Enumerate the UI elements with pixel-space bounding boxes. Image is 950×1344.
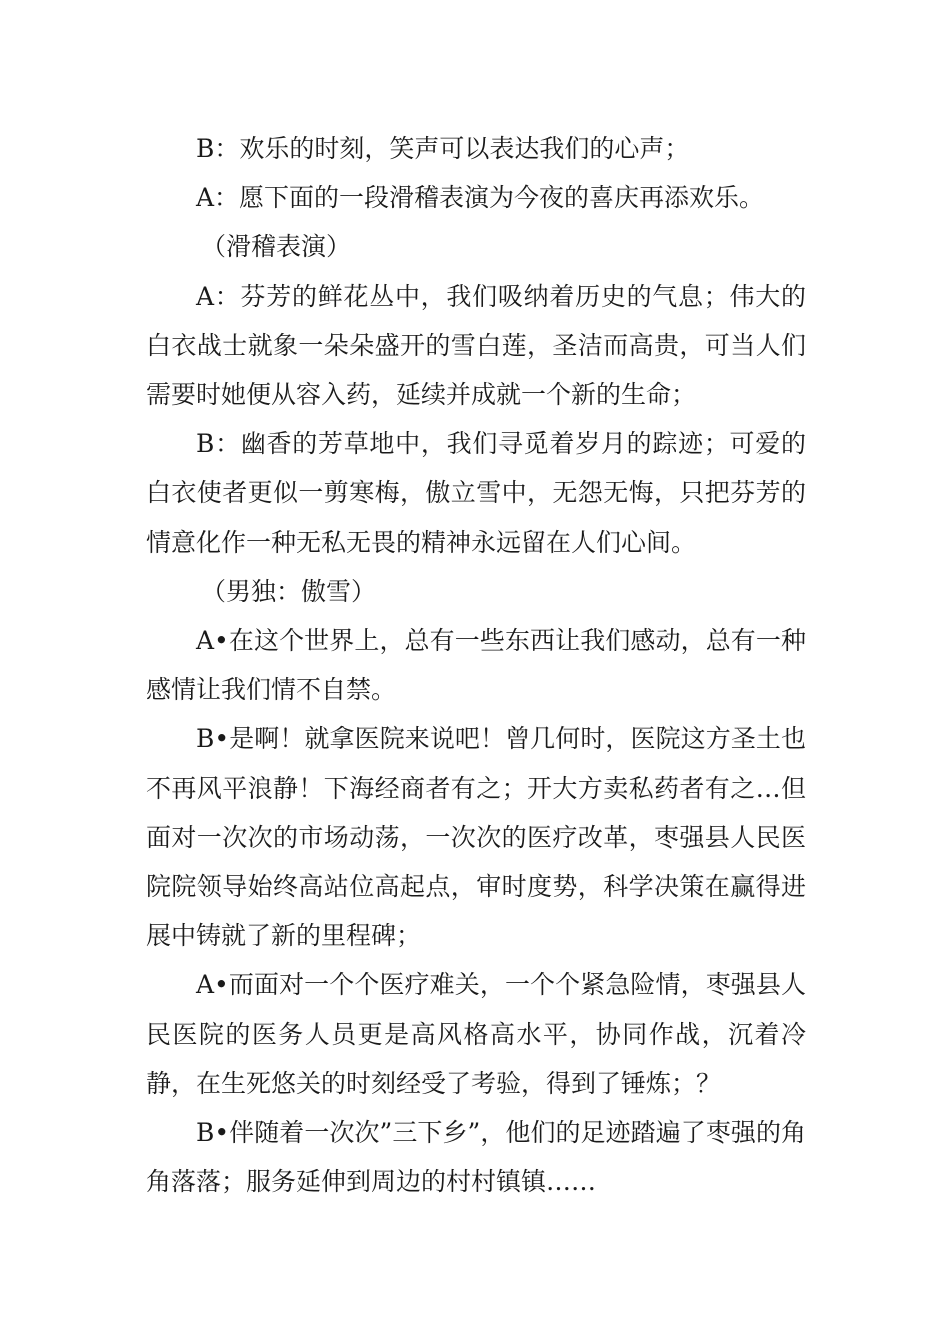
paragraph-a-world: A•在这个世界上，总有一些东西让我们感动，总有一种感情让我们情不自禁。 bbox=[146, 626, 806, 705]
paragraph-a-flowers: A：芬芳的鲜花丛中，我们吸纳着历史的气息；伟大的白衣战士就象一朵朵盛开的雪白莲，圣洁而高贵，可当人们需要时她便从容入药，延续并成就一个新的生命； bbox=[146, 281, 806, 410]
paragraph-b-countryside: B•伴随着一次次”三下乡”，他们的足迹踏遍了枣强的角角落落；服务延伸到周边的村村镇镇…… bbox=[146, 1118, 806, 1197]
stage-direction-comedy: （滑稽表演） bbox=[201, 232, 352, 262]
paragraph-a-comedy-intro: A：愿下面的一段滑稽表演为今夜的喜庆再添欢乐。 bbox=[196, 183, 765, 213]
paragraph-b-grass: B：幽香的芳草地中，我们寻觅着岁月的踪迹；可爱的白衣使者更似一剪寒梅，傲立雪中，无怨无悔，只把芬芳的情意化作一种无私无畏的精神永远留在人们心间。 bbox=[146, 429, 806, 557]
stage-direction-male-solo: （男独：傲雪） bbox=[201, 576, 377, 606]
paragraph-b-hospital: B•是啊！就拿医院来说吧！曾几何时，医院这方圣土也不再风平浪静！下海经商者有之；开大方卖私药者有之…但面对一次次的市场动荡，一次次的医疗改革，枣强县人民医院院领导始终高站位高起点，审时度势，科学决策在赢得进展中铸就了新的里程碑； bbox=[146, 724, 806, 951]
script-text bbox=[146, 124, 806, 1206]
paragraph-a-medical-staff: A•而面对一个个医疗难关，一个个紧急险情，枣强县人民医院的医务人员更是高风格高水平，协同作战，沉着冷静，在生死悠关的时刻经受了考验，得到了锤炼；？ bbox=[146, 970, 806, 1098]
paragraph-b-laughter: B：欢乐的时刻，笑声可以表达我们的心声； bbox=[196, 134, 690, 163]
